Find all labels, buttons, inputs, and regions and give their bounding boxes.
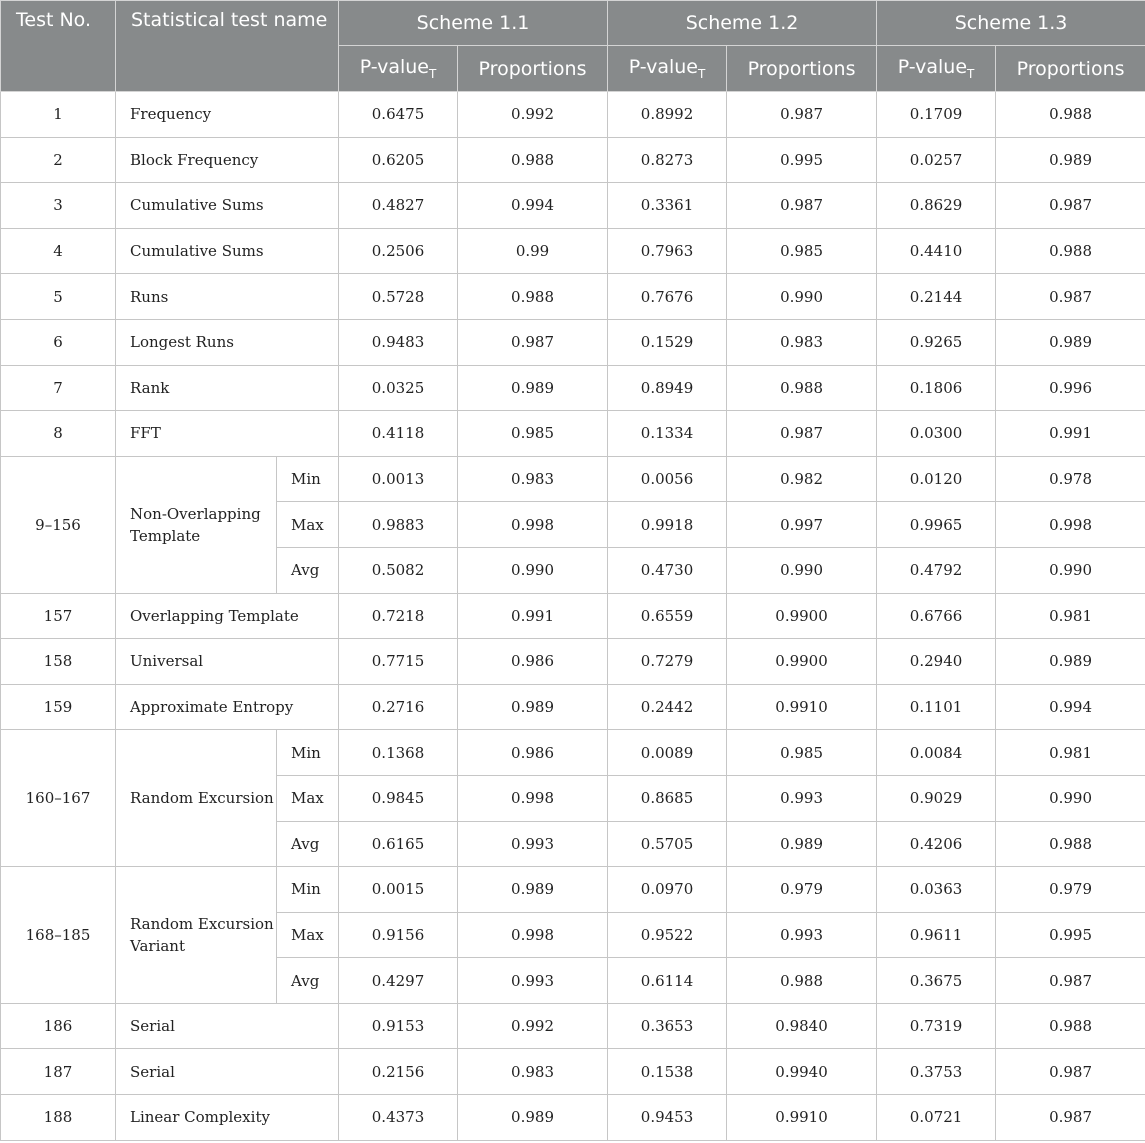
test-name-cell: Non-Overlapping Template (116, 456, 277, 593)
pvalue-cell: 0.5705 (608, 821, 727, 867)
proportion-cell: 0.993 (727, 775, 877, 821)
table-row (1, 365, 1145, 411)
pvalue-cell: 0.9522 (608, 912, 727, 958)
test-no-cell: 168–185 (1, 867, 116, 1004)
table-row (1, 1095, 1145, 1141)
stat-label-cell: Max (277, 775, 339, 821)
pvalue-cell: 0.9965 (877, 502, 996, 548)
pvalue-cell: 0.7319 (877, 1003, 996, 1049)
proportion-cell: 0.988 (458, 137, 608, 183)
proportion-cell: 0.987 (996, 183, 1145, 229)
stat-label-cell: Avg (277, 958, 339, 1004)
table-row (1, 92, 1145, 138)
test-name-cell: Cumulative Sums (116, 183, 339, 229)
pvalue-cell: 0.8685 (608, 775, 727, 821)
table-row (1, 1003, 1145, 1049)
table-header (1, 1, 1145, 92)
pvalue-cell: 0.9845 (339, 775, 458, 821)
pvalue-cell: 0.0013 (339, 456, 458, 502)
header-proportions: Proportions (996, 46, 1145, 92)
pvalue-cell: 0.0015 (339, 867, 458, 913)
pvalue-cell: 0.4297 (339, 958, 458, 1004)
test-no-cell: 159 (1, 684, 116, 730)
table-row (1, 867, 1145, 913)
proportion-cell: 0.991 (996, 411, 1145, 457)
test-name-cell: FFT (116, 411, 339, 457)
proportion-cell: 0.979 (727, 867, 877, 913)
proportion-cell: 0.987 (996, 274, 1145, 320)
test-name-cell: Runs (116, 274, 339, 320)
proportion-cell: 0.989 (996, 137, 1145, 183)
stat-label-cell: Avg (277, 547, 339, 593)
pvalue-cell: 0.9265 (877, 319, 996, 365)
test-no-cell: 160–167 (1, 730, 116, 867)
pvalue-cell: 0.7279 (608, 639, 727, 685)
table-row (1, 1049, 1145, 1095)
proportion-cell: 0.981 (996, 730, 1145, 776)
header-test-no: Test No. (1, 1, 116, 92)
test-no-cell: 6 (1, 319, 116, 365)
pvalue-cell: 0.1101 (877, 684, 996, 730)
pvalue-cell: 0.2156 (339, 1049, 458, 1095)
pvalue-cell: 0.0721 (877, 1095, 996, 1141)
proportion-cell: 0.988 (458, 274, 608, 320)
pvalue-cell: 0.5728 (339, 274, 458, 320)
test-name-cell: Random Excursion Variant (116, 867, 277, 1004)
pvalue-cell: 0.4118 (339, 411, 458, 457)
test-name-cell: Overlapping Template (116, 593, 339, 639)
table-row (1, 183, 1145, 229)
test-no-cell: 3 (1, 183, 116, 229)
pvalue-cell: 0.8992 (608, 92, 727, 138)
pvalue-cell: 0.9918 (608, 502, 727, 548)
test-no-cell: 7 (1, 365, 116, 411)
pvalue-cell: 0.3361 (608, 183, 727, 229)
proportion-cell: 0.989 (458, 365, 608, 411)
test-name-cell: Universal (116, 639, 339, 685)
table-row (1, 411, 1145, 457)
proportion-cell: 0.9900 (727, 593, 877, 639)
proportion-cell: 0.996 (996, 365, 1145, 411)
proportion-cell: 0.993 (458, 958, 608, 1004)
proportion-cell: 0.987 (727, 411, 877, 457)
proportion-cell: 0.993 (458, 821, 608, 867)
pvalue-cell: 0.6114 (608, 958, 727, 1004)
pvalue-cell: 0.1538 (608, 1049, 727, 1095)
table-row (1, 319, 1145, 365)
stat-label-cell: Max (277, 912, 339, 958)
table-row (1, 684, 1145, 730)
proportion-cell: 0.990 (727, 547, 877, 593)
proportion-cell: 0.988 (996, 821, 1145, 867)
proportion-cell: 0.992 (458, 1003, 608, 1049)
proportion-cell: 0.978 (996, 456, 1145, 502)
pvalue-cell: 0.1368 (339, 730, 458, 776)
test-no-cell: 8 (1, 411, 116, 457)
proportion-cell: 0.9940 (727, 1049, 877, 1095)
test-name-cell: Approximate Entropy (116, 684, 339, 730)
proportion-cell: 0.990 (727, 274, 877, 320)
test-name-cell: Serial (116, 1049, 339, 1095)
proportion-cell: 0.994 (458, 183, 608, 229)
proportion-cell: 0.990 (458, 547, 608, 593)
proportion-cell: 0.9900 (727, 639, 877, 685)
pvalue-cell: 0.2442 (608, 684, 727, 730)
proportion-cell: 0.983 (727, 319, 877, 365)
table-row (1, 228, 1145, 274)
proportion-cell: 0.983 (458, 1049, 608, 1095)
proportion-cell: 0.986 (458, 730, 608, 776)
proportion-cell: 0.989 (996, 639, 1145, 685)
test-no-cell: 1 (1, 92, 116, 138)
pvalue-cell: 0.1709 (877, 92, 996, 138)
stat-label-cell: Min (277, 867, 339, 913)
header-scheme: Scheme 1.2 (608, 1, 877, 46)
header-test-name: Statistical test name (116, 1, 339, 92)
pvalue-cell: 0.8629 (877, 183, 996, 229)
pvalue-cell: 0.0084 (877, 730, 996, 776)
pvalue-cell: 0.0257 (877, 137, 996, 183)
pvalue-cell: 0.4373 (339, 1095, 458, 1141)
proportion-cell: 0.990 (996, 547, 1145, 593)
pvalue-cell: 0.0300 (877, 411, 996, 457)
pvalue-cell: 0.6559 (608, 593, 727, 639)
test-name-cell: Longest Runs (116, 319, 339, 365)
pvalue-cell: 0.2144 (877, 274, 996, 320)
proportion-cell: 0.990 (996, 775, 1145, 821)
pvalue-cell: 0.0325 (339, 365, 458, 411)
pvalue-cell: 0.3653 (608, 1003, 727, 1049)
pvalue-cell: 0.9611 (877, 912, 996, 958)
proportion-cell: 0.987 (996, 1049, 1145, 1095)
test-name-cell: Block Frequency (116, 137, 339, 183)
pvalue-cell: 0.2940 (877, 639, 996, 685)
test-no-cell: 2 (1, 137, 116, 183)
test-name-cell: Linear Complexity (116, 1095, 339, 1141)
pvalue-cell: 0.1806 (877, 365, 996, 411)
pvalue-cell: 0.2716 (339, 684, 458, 730)
table-row (1, 639, 1145, 685)
proportion-cell: 0.995 (996, 912, 1145, 958)
proportion-cell: 0.9910 (727, 1095, 877, 1141)
table-row (1, 137, 1145, 183)
proportion-cell: 0.9840 (727, 1003, 877, 1049)
header-scheme: Scheme 1.1 (339, 1, 608, 46)
pvalue-cell: 0.9883 (339, 502, 458, 548)
proportion-cell: 0.991 (458, 593, 608, 639)
test-no-cell: 9–156 (1, 456, 116, 593)
pvalue-cell: 0.7218 (339, 593, 458, 639)
proportion-cell: 0.989 (458, 684, 608, 730)
proportion-cell: 0.993 (727, 912, 877, 958)
header-pvalue: P-value$_T$ (877, 46, 996, 92)
proportion-cell: 0.988 (727, 958, 877, 1004)
header-scheme: Scheme 1.3 (877, 1, 1145, 46)
pvalue-cell: 0.0089 (608, 730, 727, 776)
pvalue-cell: 0.0363 (877, 867, 996, 913)
header-pvalue: P-value$_T$ (608, 46, 727, 92)
header-proportions: Proportions (458, 46, 608, 92)
pvalue-cell: 0.7963 (608, 228, 727, 274)
proportion-cell: 0.9910 (727, 684, 877, 730)
proportion-cell: 0.986 (458, 639, 608, 685)
proportion-cell: 0.983 (458, 456, 608, 502)
pvalue-cell: 0.9153 (339, 1003, 458, 1049)
pvalue-cell: 0.4792 (877, 547, 996, 593)
test-no-cell: 188 (1, 1095, 116, 1141)
pvalue-cell: 0.0970 (608, 867, 727, 913)
proportion-cell: 0.981 (996, 593, 1145, 639)
pvalue-cell: 0.8949 (608, 365, 727, 411)
proportion-cell: 0.995 (727, 137, 877, 183)
pvalue-cell: 0.0120 (877, 456, 996, 502)
pvalue-cell: 0.4206 (877, 821, 996, 867)
stat-label-cell: Min (277, 456, 339, 502)
pvalue-cell: 0.1334 (608, 411, 727, 457)
proportion-cell: 0.979 (996, 867, 1145, 913)
pvalue-cell: 0.7676 (608, 274, 727, 320)
proportion-cell: 0.985 (458, 411, 608, 457)
proportion-cell: 0.998 (458, 775, 608, 821)
proportion-cell: 0.989 (458, 1095, 608, 1141)
test-no-cell: 5 (1, 274, 116, 320)
proportion-cell: 0.989 (727, 821, 877, 867)
test-no-cell: 158 (1, 639, 116, 685)
proportion-cell: 0.988 (996, 92, 1145, 138)
test-name-cell: Rank (116, 365, 339, 411)
test-name-cell: Frequency (116, 92, 339, 138)
proportion-cell: 0.997 (727, 502, 877, 548)
proportion-cell: 0.998 (458, 912, 608, 958)
pvalue-cell: 0.4410 (877, 228, 996, 274)
table-row (1, 593, 1145, 639)
pvalue-cell: 0.8273 (608, 137, 727, 183)
proportion-cell: 0.994 (996, 684, 1145, 730)
table-body (1, 92, 1145, 1141)
pvalue-cell: 0.6475 (339, 92, 458, 138)
test-name-cell: Random Excursion (116, 730, 277, 867)
pvalue-cell: 0.9156 (339, 912, 458, 958)
proportion-cell: 0.99 (458, 228, 608, 274)
test-no-cell: 157 (1, 593, 116, 639)
test-name-cell: Cumulative Sums (116, 228, 339, 274)
test-name-cell: Serial (116, 1003, 339, 1049)
table-row (1, 456, 1145, 502)
stat-label-cell: Min (277, 730, 339, 776)
stat-label-cell: Avg (277, 821, 339, 867)
pvalue-cell: 0.0056 (608, 456, 727, 502)
pvalue-cell: 0.4827 (339, 183, 458, 229)
test-no-cell: 4 (1, 228, 116, 274)
proportion-cell: 0.987 (727, 92, 877, 138)
proportion-cell: 0.982 (727, 456, 877, 502)
pvalue-cell: 0.3675 (877, 958, 996, 1004)
stat-label-cell: Max (277, 502, 339, 548)
pvalue-cell: 0.7715 (339, 639, 458, 685)
table-row (1, 274, 1145, 320)
proportion-cell: 0.992 (458, 92, 608, 138)
proportion-cell: 0.985 (727, 228, 877, 274)
pvalue-cell: 0.2506 (339, 228, 458, 274)
pvalue-cell: 0.5082 (339, 547, 458, 593)
header-pvalue: P-value$_T$ (339, 46, 458, 92)
proportion-cell: 0.987 (727, 183, 877, 229)
test-no-cell: 187 (1, 1049, 116, 1095)
header-proportions: Proportions (727, 46, 877, 92)
proportion-cell: 0.987 (996, 958, 1145, 1004)
proportion-cell: 0.987 (458, 319, 608, 365)
pvalue-cell: 0.1529 (608, 319, 727, 365)
test-no-cell: 186 (1, 1003, 116, 1049)
pvalue-cell: 0.9483 (339, 319, 458, 365)
proportion-cell: 0.987 (996, 1095, 1145, 1141)
pvalue-cell: 0.9029 (877, 775, 996, 821)
proportion-cell: 0.988 (727, 365, 877, 411)
table-row (1, 730, 1145, 776)
pvalue-cell: 0.9453 (608, 1095, 727, 1141)
proportion-cell: 0.998 (996, 502, 1145, 548)
proportion-cell: 0.988 (996, 1003, 1145, 1049)
proportion-cell: 0.989 (996, 319, 1145, 365)
proportion-cell: 0.998 (458, 502, 608, 548)
pvalue-cell: 0.4730 (608, 547, 727, 593)
pvalue-cell: 0.3753 (877, 1049, 996, 1095)
proportion-cell: 0.988 (996, 228, 1145, 274)
pvalue-cell: 0.6165 (339, 821, 458, 867)
proportion-cell: 0.985 (727, 730, 877, 776)
pvalue-cell: 0.6205 (339, 137, 458, 183)
pvalue-cell: 0.6766 (877, 593, 996, 639)
proportion-cell: 0.989 (458, 867, 608, 913)
